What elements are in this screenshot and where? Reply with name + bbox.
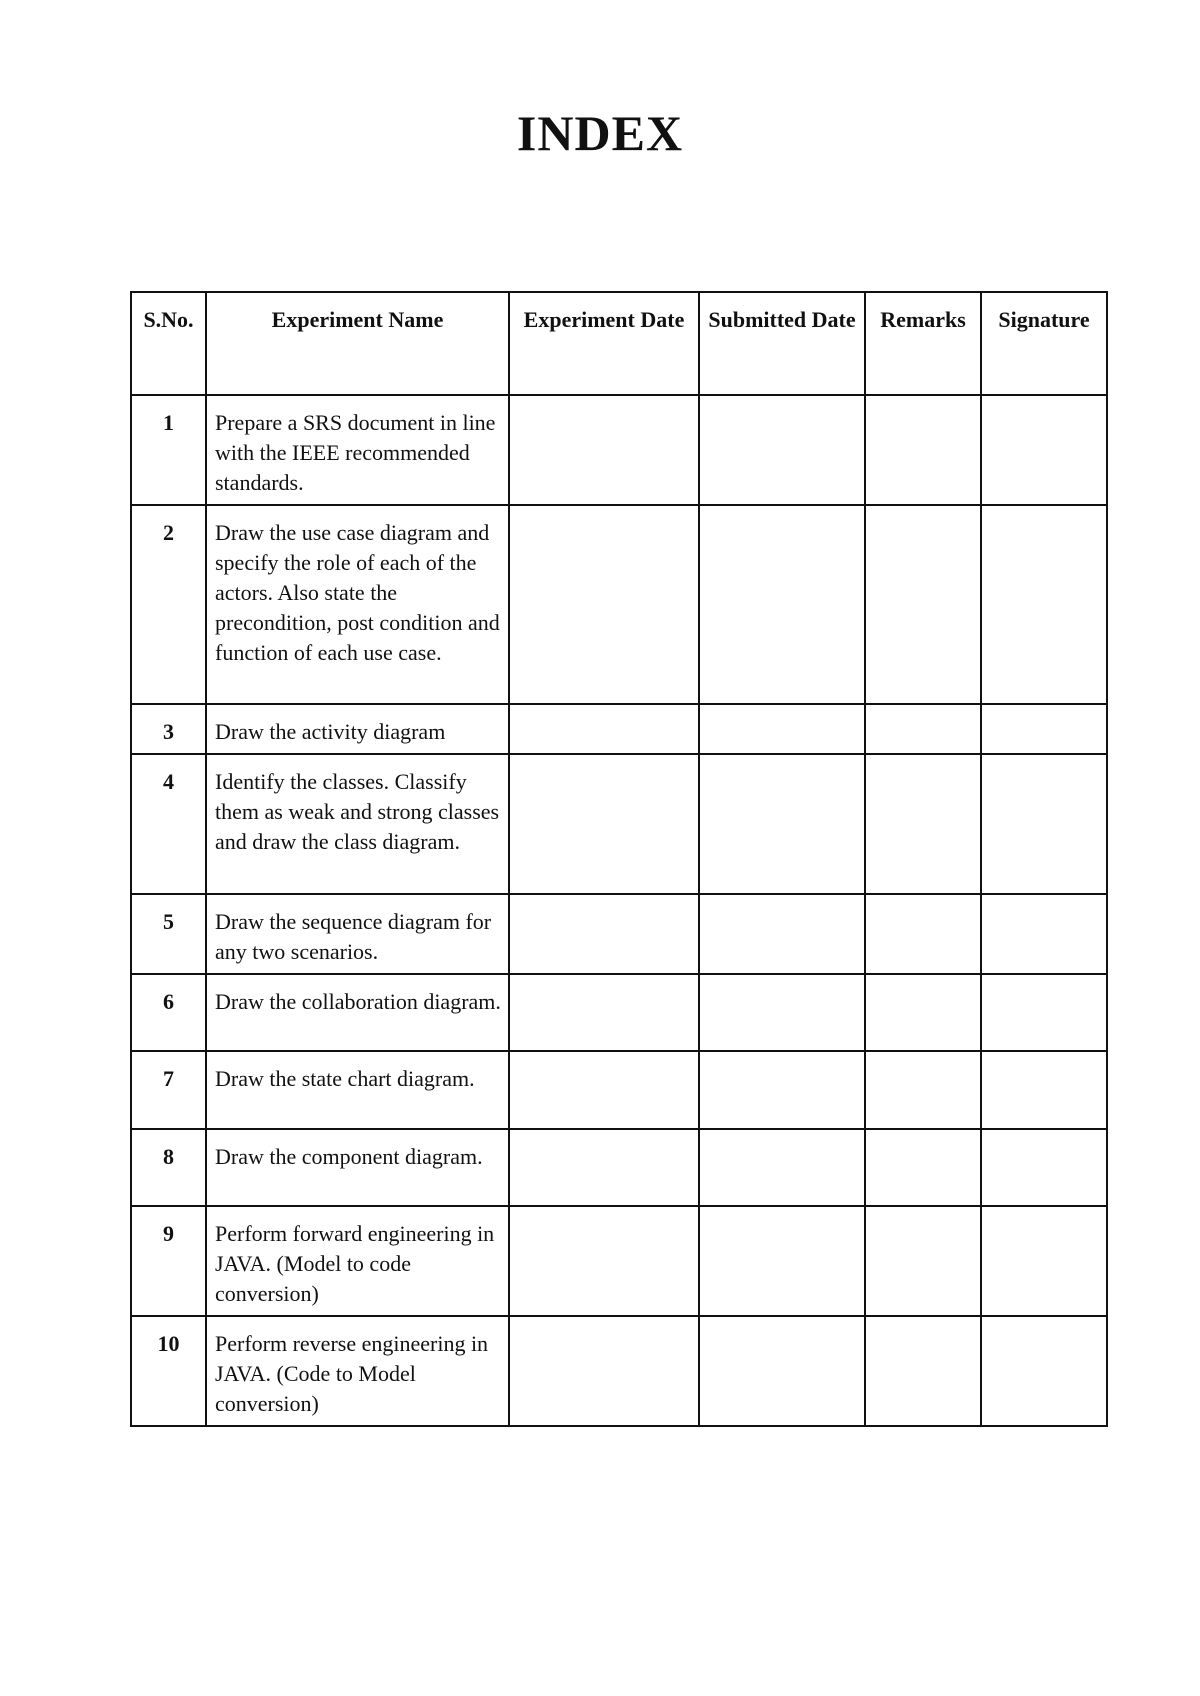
row-submitted-date [699,505,865,704]
row-experiment-name: Perform forward engineering in JAVA. (Model to code conversion) [206,1206,509,1316]
table-row [131,1051,1107,1129]
row-remarks [865,754,981,894]
table-row [131,1129,1107,1206]
row-experiment-name: Draw the use case diagram and specify the role of each of the actors. Also state the precondition, post condition and function of each use case. [206,505,509,704]
row-remarks [865,1129,981,1206]
row-sno: 9 [131,1206,206,1316]
row-signature [981,1051,1107,1129]
row-experiment-name: Prepare a SRS document in line with the IEEE recommended standards. [206,395,509,505]
row-experiment-name: Draw the collaboration diagram. [206,974,509,1051]
row-sno: 5 [131,894,206,974]
row-sno: 7 [131,1051,206,1129]
row-signature [981,395,1107,505]
row-signature [981,1206,1107,1316]
row-experiment-date [509,505,699,704]
row-submitted-date [699,1206,865,1316]
row-experiment-name: Identify the classes. Classify them as weak and strong classes and draw the class diagram. [206,754,509,894]
row-sno: 4 [131,754,206,894]
header-remarks: Remarks [865,292,981,395]
row-remarks [865,1051,981,1129]
table-row [131,974,1107,1051]
row-submitted-date [699,1051,865,1129]
row-experiment-name: Perform reverse engineering in JAVA. (Code to Model conversion) [206,1316,509,1426]
row-experiment-name: Draw the component diagram. [206,1129,509,1206]
table-row [131,1316,1107,1426]
row-remarks [865,505,981,704]
row-sno: 2 [131,505,206,704]
row-experiment-name: Draw the sequence diagram for any two scenarios. [206,894,509,974]
row-signature [981,894,1107,974]
table-row [131,1206,1107,1316]
row-experiment-date [509,974,699,1051]
row-experiment-date [509,1051,699,1129]
table-row [131,754,1107,894]
header-signature: Signature [981,292,1107,395]
row-experiment-date [509,754,699,894]
row-experiment-date [509,894,699,974]
page-title: INDEX [516,105,684,161]
row-submitted-date [699,1316,865,1426]
header-experiment-name: Experiment Name [206,292,509,395]
row-submitted-date [699,974,865,1051]
header-submitted-date: Submitted Date [699,292,865,395]
row-remarks [865,704,981,754]
row-remarks [865,395,981,505]
row-submitted-date [699,704,865,754]
table-row [131,704,1107,754]
row-signature [981,974,1107,1051]
row-signature [981,1129,1107,1206]
table-row [131,395,1107,505]
row-sno: 3 [131,704,206,754]
row-submitted-date [699,894,865,974]
row-submitted-date [699,395,865,505]
row-sno: 6 [131,974,206,1051]
row-sno: 8 [131,1129,206,1206]
row-experiment-name: Draw the activity diagram [206,704,509,754]
row-experiment-date [509,1316,699,1426]
header-experiment-date: Experiment Date [509,292,699,395]
row-sno: 1 [131,395,206,505]
row-signature [981,1316,1107,1426]
row-experiment-name: Draw the state chart diagram. [206,1051,509,1129]
row-submitted-date [699,754,865,894]
row-signature [981,704,1107,754]
table-header-row [131,292,1107,395]
row-remarks [865,1206,981,1316]
row-experiment-date [509,1206,699,1316]
index-table [130,291,1108,1427]
row-remarks [865,1316,981,1426]
table-row [131,505,1107,704]
table-row [131,894,1107,974]
row-remarks [865,894,981,974]
row-experiment-date [509,704,699,754]
row-signature [981,754,1107,894]
row-sno: 10 [131,1316,206,1426]
row-signature [981,505,1107,704]
row-experiment-date [509,1129,699,1206]
row-experiment-date [509,395,699,505]
row-submitted-date [699,1129,865,1206]
header-sno: S.No. [131,292,206,395]
row-remarks [865,974,981,1051]
